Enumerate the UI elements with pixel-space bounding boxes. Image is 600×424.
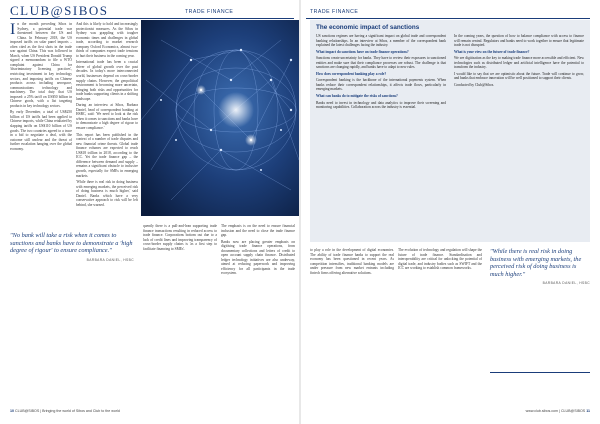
box-question: What impact do sanctions have on trade finance operations? — [316, 49, 409, 54]
pull-quote-credit: BARBARA DANIEL, HSBC — [542, 281, 590, 286]
box-paragraph: US sanctions regimes are having a significant impact on global trade and correspondent banking relationships. In an interview at Sibos, a member of the correspondent bank explained the latest challenges facing the industry. — [316, 34, 446, 48]
lead-paragraph: n the month preceding Sibos in Sydney, a potential trade war threatened between the US and China. In February 2018, the US imposed tariffs on solar panel imports – often cited as the first shots in the trade war against China. This was followed in March, when US President Donald Trump signed a memorandum to file a WTO complaint against China for 'discriminatory licensing practices', restricting investment in key technology sectors, and imposing tariffs on Chinese products across including aerospace, communications technology and machinery. The total duty that US imposed: a 25% tariff on US$50 billion in Chinese goods, with a list targeting products in key technology sectors. — [10, 22, 72, 108]
box-paragraph: In the coming years, the question of how to balance compliance with access to finance will remain central. Regulators and banks need to work together to ensure that legitimate trade is not disrupted. — [454, 34, 584, 48]
section-label: TRADE FINANCE — [185, 9, 234, 15]
page-footer — [10, 409, 120, 413]
body-paragraph: quently there is a pull-and-lean supporting trade finance transactions resulting in reduced access to trade finance. Corporations bottom out due to a lack of credit lines and improving transparency of cross-border supply chains is 'as a first step to facilitate financing to SMEs'. — [143, 224, 217, 251]
box-paragraph: Conducted by Club@Sibos. — [454, 82, 495, 87]
pull-quote — [490, 248, 590, 288]
bottom-column — [143, 224, 217, 404]
pull-quote-text: "While there is real risk in doing business with emerging markets, the perceived risk of doing business is much higher." — [490, 248, 582, 278]
lead-paragraph: By early December, a total of US$250 billion of US tariffs had been applied to Chinese imports, while China retaliated by slapping tariffs on US$110 billion of US goods. The two countries agreed to a truce in a bid to negotiate a deal, with the outcome still unclear and the threat of further escalation hanging over the global economy. — [10, 110, 72, 151]
sanctions-box — [310, 20, 590, 242]
body-paragraph: And this is likely to hold and increasingly protectionist measures. As the Sibos in Sydney was grappling with tougher economic times and challenges in global trade, according to market research company Oxford Economics, almost two-thirds of companies expect trade tensions to hurt their business in the coming year. — [76, 22, 138, 58]
page-number: 10 — [10, 409, 14, 413]
page-number: 11 — [586, 409, 590, 413]
body-paragraph: International trade has been a crucial driver of global growth over the past decades. In today's more interconnected world, businesses depend on cross-border supply chains. However, the geopolitical environment is becoming more uncertain, bringing both risks and opportunities for trade banks supporting clients in a shifting landscape. — [76, 60, 138, 101]
body-paragraph: During an interview at Sibos, Barbara Daniel, head of correspondent banking at HSBC, said: 'We need to look at the risk when it comes to sanctions and banks have to demonstrate a high degree of rigour to ensure compliance.' — [76, 103, 138, 131]
box-question: What is your view on the future of trade finance? — [454, 49, 530, 54]
section-label: TRADE FINANCE — [310, 9, 359, 15]
body-paragraph: to play a role in the development of digital economies. The ability of trade finance banks to support the real economy has been questioned in recent years. As competition intensifies, traditional banking models are under pressure from new market entrants including fintech firms offering alternative solutions. — [310, 248, 394, 275]
right-page — [300, 0, 600, 424]
box-paragraph: Correspondent banking is the backbone of the international payments system. When banks reduce their correspondent relationships, it affects trade flows, particularly in emerging markets. — [316, 78, 446, 92]
network-globe-illustration — [141, 20, 299, 216]
box-paragraph: I would like to say that we are optimistic about the future. Trade will continue to grow, and banks that embrace innovation will be well positioned to support their clients. — [454, 71, 584, 81]
box-question: How does correspondent banking play a role? — [316, 71, 387, 76]
box-paragraph: Banks need to invest in technology and data analytics to improve their screening and monitoring capabilities. Collaboration across the industry is essential. — [316, 100, 446, 110]
body-column — [76, 22, 138, 244]
box-paragraph: Sanctions create uncertainty for banks. They have to review their exposures to sanctioned entities and make sure that their compliance processes are robust. The challenge is that sanctions are changing rapidly, and banks have to adapt to new rules. — [316, 56, 446, 70]
box-column — [316, 34, 446, 238]
masthead-logo: CLUB@SIBOS — [10, 3, 109, 18]
body-paragraph: 'While there is real risk in doing business with emerging markets, the perceived risk of doing business is much higher,' said Daniel. Banks which have a very conservative approach to risk will be left behind, she warned. — [76, 180, 138, 207]
box-question: What can banks do to mitigate the risks of sanctions? — [316, 94, 398, 99]
footer-text: www.club.sibos.com | CLUB@SIBOS — [525, 409, 586, 413]
pull-quote — [10, 232, 134, 264]
footer-text: CLUB@SIBOS | Bringing the world of Sibos and Club to the world — [15, 409, 120, 413]
page-footer — [526, 409, 590, 413]
bottom-column — [398, 248, 482, 404]
quote-rule — [490, 372, 590, 373]
box-column — [454, 34, 584, 238]
drop-cap: I — [10, 22, 16, 38]
bottom-column — [310, 248, 394, 404]
pull-quote-credit: BARBARA DANIEL, HSBC — [86, 257, 134, 262]
box-title: The economic impact of sanctions — [316, 24, 420, 31]
body-paragraph: The emphasis is on the need to ensure financial inclusion and the need to close the trade finance gap. — [221, 224, 295, 238]
pull-quote-text: "No bank will take a risk when it comes to sanctions and banks have to demonstrate a 'high degree of rigour' to ensure compliance." — [10, 232, 133, 255]
hero-image-network-globe — [141, 20, 299, 216]
body-paragraph: This report has been published in the context of a number of trade disputes and new financial crime threats. Global trade finance volumes are expected to reach US$18 trillion in 2018, according to the ICC. Yet the trade finance gap – the difference between demand and supply – remains a significant obstacle to inclusive growth, especially for SMEs in emerging markets. — [76, 132, 138, 178]
box-paragraph: We see digitisation as the key to making trade finance more accessible and efficient. New technologies such as distributed ledger and artificial intelligence have the potential to transform the industry. — [454, 56, 584, 70]
lead-column — [10, 22, 72, 222]
header-rule — [10, 18, 294, 19]
body-paragraph: The evolution of technology and regulation will shape the future of trade finance. Standardisation and interoperability are critical for unlocking the potential of digital trade, and industry bodies such as SWIFT and the ICC are working to establish common frameworks. — [398, 248, 482, 271]
body-paragraph: Banks now are placing greater emphasis on digitising trade finance operations, from documentary collections and letters of credit to open account supply chain finance. Distributed ledger technology initiatives are also underway, aimed at reducing paperwork and improving efficiency for all participants in the trade ecosystem. — [221, 239, 295, 276]
header-rule — [306, 18, 590, 19]
bottom-column — [221, 224, 295, 404]
